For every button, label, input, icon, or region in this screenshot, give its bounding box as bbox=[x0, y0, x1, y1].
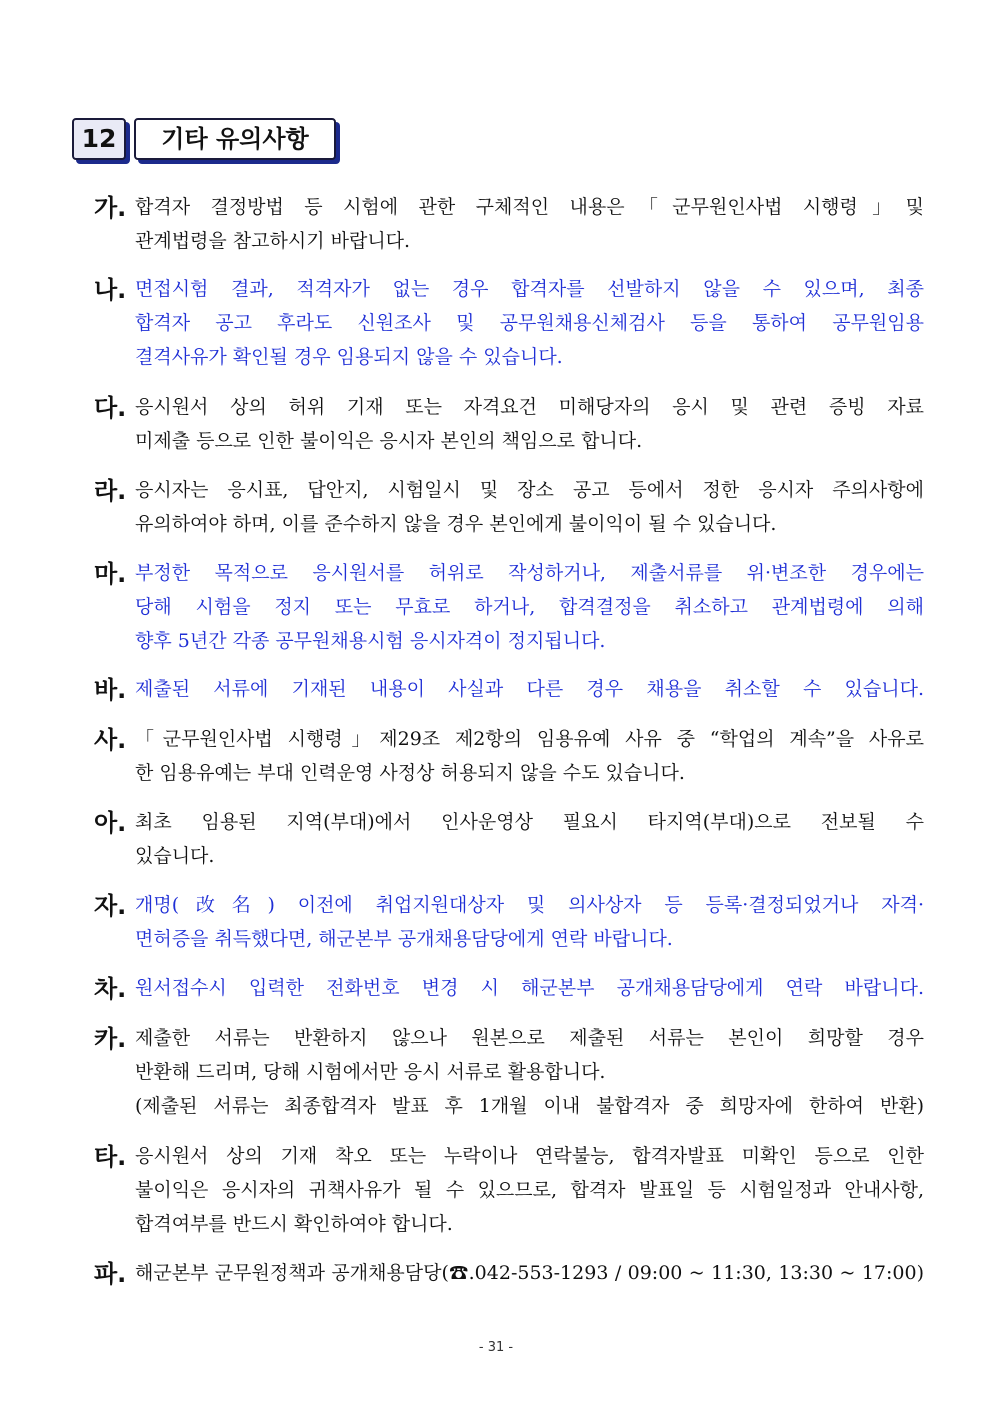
list-item bbox=[94, 390, 924, 458]
item-marker: 나. bbox=[94, 276, 127, 304]
list-item bbox=[94, 1256, 924, 1290]
item-text-line: (제출된 서류는 최종합격자 발표 후 1개월 이내 불합격자 중 희망자에 한하여 반환) bbox=[135, 1095, 924, 1117]
item-text-line: 합격자 공고 후라도 신원조사 및 공무원채용신체검사 등을 통하여 공무원임용 bbox=[135, 312, 924, 334]
item-text-line: 최초 임용된 지역(부대)에서 인사운영상 필요시 타지역(부대)으로 전보될 수 bbox=[135, 811, 924, 833]
item-text-line: 원서접수시 입력한 전화번호 변경 시 해군본부 공개채용담당에게 연락 바랍니다. bbox=[135, 977, 924, 999]
item-text-line: 응시원서 상의 기재 착오 또는 누락이나 연락불능, 합격자발표 미확인 등으로 인한 bbox=[135, 1145, 924, 1167]
item-text-line: 당해 시험을 정지 또는 무효로 하거나, 합격결정을 취소하고 관계법령에 의해 bbox=[135, 596, 924, 618]
item-marker: 파. bbox=[94, 1260, 127, 1288]
item-text-line: 응시자는 응시표, 답안지, 시험일시 및 장소 공고 등에서 정한 응시자 주의사항에 bbox=[135, 479, 924, 501]
item-text-line: 면허증을 취득했다면, 해군본부 공개채용담당에게 연락 바랍니다. bbox=[135, 928, 673, 950]
list-item bbox=[94, 272, 924, 374]
item-text-line: 결격사유가 확인될 경우 임용되지 않을 수 있습니다. bbox=[135, 346, 563, 368]
list-item bbox=[94, 190, 924, 258]
list-item bbox=[94, 556, 924, 658]
item-text-line: 있습니다. bbox=[135, 845, 215, 867]
item-text-line: 면접시험 결과, 적격자가 없는 경우 합격자를 선발하지 않을 수 있으며, 최종 bbox=[135, 278, 924, 300]
item-text-line: 응시원서 상의 허위 기재 또는 자격요건 미해당자의 응시 및 관련 증빙 자료 bbox=[135, 396, 924, 418]
list-item bbox=[94, 888, 924, 956]
item-text-line: 해군본부 군무원정책과 공개채용담당(☎.042-553-1293 / 09:00 ~ 11:30, 13:30 ~ 17:00) bbox=[135, 1262, 924, 1284]
list-item bbox=[94, 971, 924, 1005]
item-marker: 사. bbox=[94, 726, 127, 754]
list-item bbox=[94, 722, 924, 790]
item-marker: 자. bbox=[94, 892, 127, 920]
item-marker: 라. bbox=[94, 477, 127, 505]
list-item bbox=[94, 805, 924, 873]
item-text-line: 유의하여야 하며, 이를 준수하지 않을 경우 본인에게 불이익이 될 수 있습니다. bbox=[135, 513, 777, 535]
item-marker: 차. bbox=[94, 975, 127, 1003]
item-text-line: 합격자 결정방법 등 시험에 관한 구체적인 내용은「군무원인사법 시행령」및 bbox=[135, 196, 924, 218]
item-marker: 아. bbox=[94, 809, 127, 837]
item-text-line: 반환해 드리며, 당해 시험에서만 응시 서류로 활용합니다. bbox=[135, 1061, 606, 1083]
item-marker: 카. bbox=[94, 1025, 127, 1053]
item-text-line: 한 임용유예는 부대 인력운영 사정상 허용되지 않을 수도 있습니다. bbox=[135, 762, 685, 784]
section-number: 12 bbox=[72, 118, 126, 160]
item-marker: 가. bbox=[94, 194, 127, 222]
item-text-line: 향후 5년간 각종 공무원채용시험 응시자격이 정지됩니다. bbox=[135, 630, 606, 652]
item-text-line: 개명(改名) 이전에 취업지원대상자 및 의사상자 등 등록·결정되었거나 자격· bbox=[135, 894, 924, 916]
item-marker: 타. bbox=[94, 1143, 127, 1171]
item-text-line: 불이익은 응시자의 귀책사유가 될 수 있으므로, 합격자 발표일 등 시험일정과 안내사항, bbox=[135, 1179, 924, 1201]
list-item bbox=[94, 1021, 924, 1123]
list-item bbox=[94, 672, 924, 706]
item-text-line: 미제출 등으로 인한 불이익은 응시자 본인의 책임으로 합니다. bbox=[135, 430, 643, 452]
item-marker: 마. bbox=[94, 560, 127, 588]
item-marker: 다. bbox=[94, 394, 127, 422]
item-text-line: 합격여부를 반드시 확인하여야 합니다. bbox=[135, 1213, 453, 1235]
section-title: 기타 유의사항 bbox=[134, 118, 336, 160]
item-text-line: 관계법령을 참고하시기 바랍니다. bbox=[135, 230, 411, 252]
list-item bbox=[94, 473, 924, 541]
page-number: - 31 - bbox=[478, 1340, 514, 1355]
list-item bbox=[94, 1139, 924, 1241]
item-text-line: 제출된 서류에 기재된 내용이 사실과 다른 경우 채용을 취소할 수 있습니다. bbox=[135, 678, 924, 700]
item-marker: 바. bbox=[94, 676, 127, 704]
item-text-line: 「군무원인사법 시행령」제29조 제2항의 임용유예 사유 중 “학업의 계속”을 사유로 bbox=[135, 728, 924, 750]
item-text-line: 제출한 서류는 반환하지 않으나 원본으로 제출된 서류는 본인이 희망할 경우 bbox=[135, 1027, 924, 1049]
item-text-line: 부정한 목적으로 응시원서를 허위로 작성하거나, 제출서류를 위·변조한 경우에는 bbox=[135, 562, 924, 584]
